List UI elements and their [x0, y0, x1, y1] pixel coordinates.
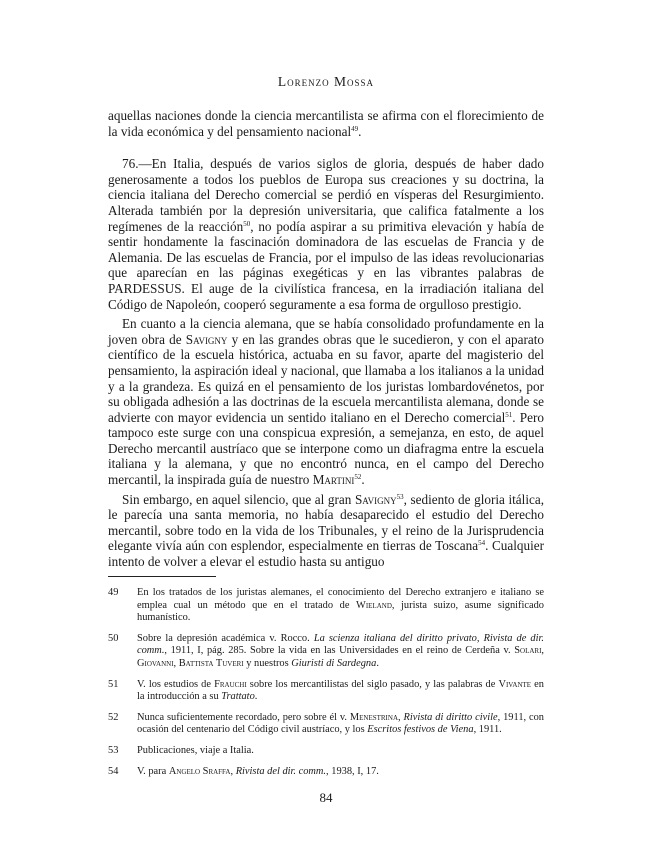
footnotes	[108, 587, 544, 786]
footnote-ref[interactable]: 51	[505, 410, 513, 419]
footnote	[108, 679, 544, 704]
paragraph-text: aquellas naciones donde la ciencia mercantilista se afirma con el florecimiento de la vida económica y del pensamiento nacional	[108, 108, 544, 139]
author-name: Angelo Sraffa	[168, 765, 231, 777]
footnote-segment: Nunca suficientemente recordado, pero sobre él v.	[137, 711, 350, 723]
footnote-text	[137, 633, 544, 671]
footnote-segment: ,	[398, 711, 404, 723]
footnote-segment: Publicaciones, viaje a Italia.	[137, 744, 254, 756]
work-title: Rivista di diritto civile	[403, 711, 498, 723]
paragraph-text: . Pero tampoco este surge con una conspicua expresión, a semejanza, en esto, de aquel Derecho mercantil austríaco que se interpone como un diafragma entre la escuela italiana y la alemana, y que no encontró nunca, en el campo del Derecho mercantil, la inspirada guía de nuestro	[108, 409, 544, 488]
footnote-segment: .	[254, 691, 258, 703]
footnote-segment: sobre los mercantilistas del siglo pasado, y las palabras de	[246, 678, 499, 690]
footnote-text	[137, 712, 544, 737]
paragraph-text: , sediento de gloria itálica, le parecía una santa memoria, no había desaparecido el estudio del Derecho mercantil, sobre todo en la vida de los Tribunales, y el reino de la Jurisprudencia elegante vivía aún con esplendor, especialmente en tierras de Toscana	[108, 491, 544, 554]
footnote-text	[137, 679, 544, 704]
paragraph-text: En cuanto a la ciencia alemana, que se había consolidado profundamente en la joven obra de	[108, 316, 544, 347]
footnote-segment: , 1911, I, pág. 285. Sobre la vida en las Universidades en el reino de Cerdeña v.	[164, 645, 515, 657]
footnote-segment: .	[376, 657, 379, 669]
footnote-number: 49	[108, 587, 119, 598]
footnote-segment: , 1911, con ocasión del centenario del Código civil austríaco, y los	[137, 711, 545, 736]
paragraph-76	[108, 156, 544, 312]
footnote-ref[interactable]: 54	[478, 539, 486, 548]
footnote-text	[137, 766, 544, 779]
footnote-ref[interactable]: 53	[396, 492, 404, 501]
footnote-segment: , 1938, I, 17.	[326, 765, 379, 777]
footnote-number: 53	[108, 744, 119, 756]
paragraph-text: y en las grandes obras que le sucedieron, y con el aparato científico de la escuela histórica, actuaba en su favor, aparte del magisterio del pensamiento, la aspiración ideal y nacional, que llamaba a los italianos a la unidad y a la grandeza. Es quizá en el pensamiento de los juristas lombardovénetos, por su obligada adhesión a las doctrinas de la escuela mercantilista alemana, donde se advierte con mayor evidencia un sentido italiano en el Derecho comercial	[108, 331, 544, 425]
footnote-text	[137, 587, 544, 625]
work-title: La scienza italiana del diritto privato, Rivista de dir. comm.	[137, 632, 544, 657]
footnote-segment: En los tratados de los juristas alemanes, el conocimiento del Derecho extranjero e italiano se emplea cual un método que en el tratado de	[137, 587, 544, 611]
footnote-number: 54	[108, 765, 119, 777]
main-text	[108, 108, 544, 570]
author-name: Solari, Giovanni, Battista Tuveri	[137, 645, 544, 669]
running-head: Lorenzo Mossa	[277, 74, 375, 89]
footnote-ref[interactable]: 52	[354, 473, 362, 482]
footnote	[108, 745, 544, 758]
paragraph-text: 76.—En Italia, después de varios siglos de gloria, después de haber dado generosamente a todos los pueblos de Europa sus creaciones y su doctrina, la ciencia italiana del Derecho comercial se perdió en vísperas del Resurgimiento. Alterada también por la depresión universitaria, que califica fatalmente a los regímenes de la reacción	[108, 156, 544, 234]
footnote-segment: V. para	[137, 765, 169, 777]
footnote-separator	[108, 576, 216, 577]
author-name: Savigny	[185, 331, 228, 347]
paragraph-sin-embargo	[108, 492, 544, 570]
footnote-segment: , 1911.	[473, 724, 502, 736]
footnote-segment: y nuestros	[243, 657, 292, 669]
footnote-segment: en la introducción a su	[137, 678, 544, 703]
work-title: Rivista del dir. comm.	[235, 765, 327, 777]
paragraph-text: Sin embargo, en aquel silencio, que al gran	[122, 491, 355, 507]
author-name: Martini	[312, 472, 355, 488]
footnote-segment: Sobre la depresión académica v. Rocco.	[137, 632, 314, 644]
footnote-segment: V. los estudios de	[137, 678, 215, 690]
footnote	[108, 766, 544, 779]
author-name: Frauchi	[214, 678, 247, 690]
paragraph-continuation: aquellas naciones donde la ciencia mercantilista se afirma con el florecimiento de la vida económica y del pensamiento nacional$^{49}$.	[108, 108, 544, 139]
author-name: Wieland	[356, 599, 392, 611]
author-name: Vivante	[498, 678, 532, 690]
paragraph-ciencia-alemana: En cuanto a la ciencia alemana, que se había consolidado profundamente en la joven obra de Savigny y en las grandes obras que le sucedieron, y con el aparato científico de la escuela histórica, actuaba en su favor, aparte del magisterio del pensamiento, la aspiración ideal y nacional, que llamaba a los italianos a la unidad y a la grandeza. Es quizá en el pensamiento de los juristas lombardovénetos, por su obligada adhesión a las doctrinas de la escuela mercantilista alemana, donde se advierte con mayor evidencia un sentido italiano en el Derecho comercial$^{51}$. Pero tampoco este surge con una conspicua expresión, a semejanza, en esto, de aquel Derecho mercantil austríaco que se interpone como un diafragma entre la escuela italiana y la alemana, y que no encontró nunca, en el campo del Derecho mercantil, la inspirada guía de nuestro Martini$^{52}$.	[108, 316, 544, 488]
paragraph-text: , no podía aspirar a su primitiva elevación y había de sentir hondamente la fascinación dominadora de las escuelas de Francia y de Alemania. De las escuelas de Francia, por el impulso de las ideas revolucionarias que aparecían en las páginas exegéticas y en las vibrantes palabras de PARDESSUS. El auge de la civilística francesa, en la irradiación italiana del Código de Napoleón, cooperó seguramente a esa forma de orgulloso prestigio.	[108, 218, 544, 312]
footnote-segment: , jurista suizo, asume significado humanístico.	[137, 599, 544, 624]
footnote-ref[interactable]: 49	[351, 124, 359, 133]
author-name: Savigny	[354, 491, 397, 507]
work-title: Escritos festivos de Viena	[367, 724, 474, 736]
footnote	[108, 633, 544, 671]
footnote-text	[137, 745, 544, 758]
footnote	[108, 587, 544, 625]
footnote-segment: ,	[230, 765, 236, 777]
footnote	[108, 712, 544, 737]
author-name: Menestrina	[349, 711, 399, 723]
paragraph-text: . Cualquier intento de volver a elevar el estudio hasta su antiguo	[108, 538, 544, 570]
page-number: 84	[319, 790, 333, 805]
footnote-ref[interactable]: 50	[243, 219, 251, 228]
footnote-number: 51	[108, 678, 119, 690]
work-title: Giuristi di Sardegna	[291, 657, 377, 669]
footnote-number: 52	[108, 711, 119, 723]
work-title: Trattato	[221, 691, 255, 703]
footnote-number: 50	[108, 632, 119, 644]
